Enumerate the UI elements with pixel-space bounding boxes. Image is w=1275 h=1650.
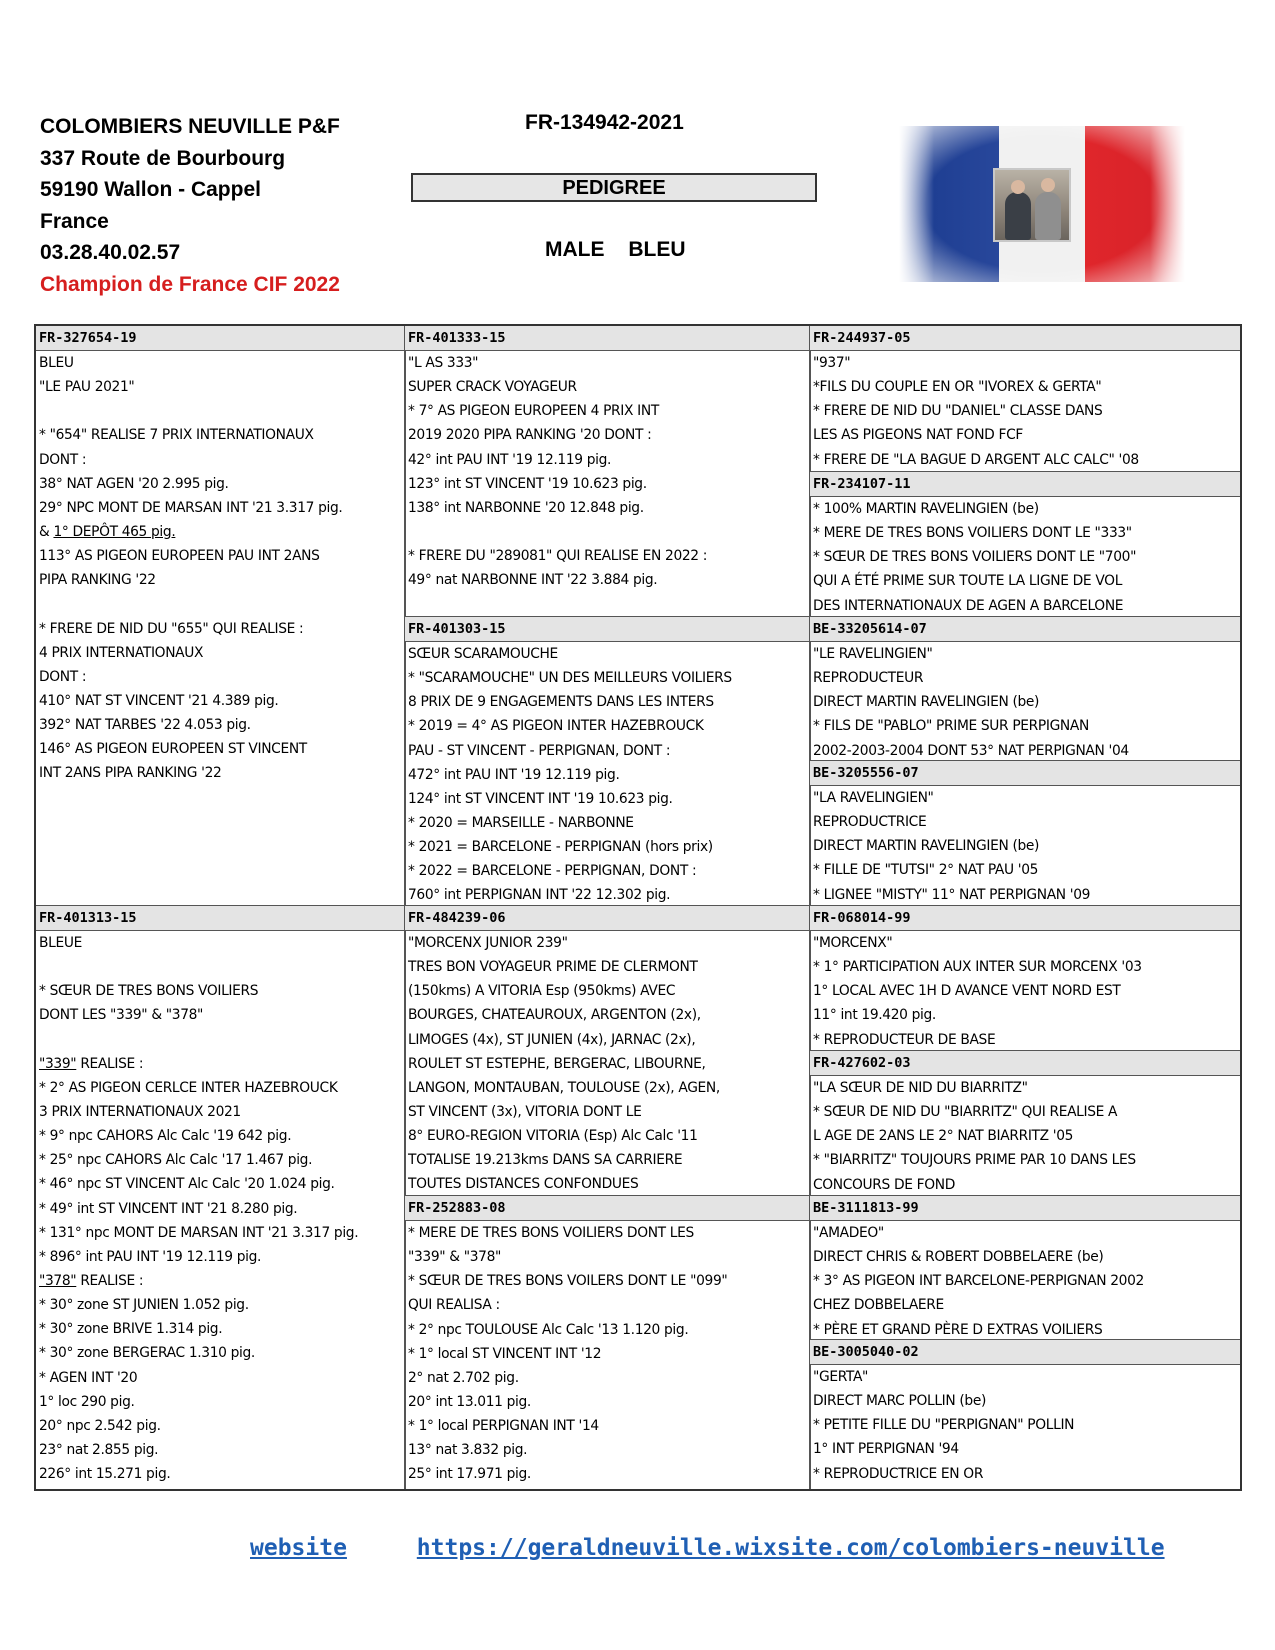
breeder-address [40,111,340,300]
pedigree-line [36,1028,404,1052]
pedigree-line: * 30° zone BRIVE 1.314 pig. [39,1321,223,1338]
pedigree-line: 4 PRIX INTERNATIONAUX [39,644,204,661]
pedigree-line: 20° npc 2.542 pig. [39,1417,161,1434]
pedigree-line: 226° int 15.271 pig. [39,1466,171,1483]
pedigree-line: TOTALISE 19.213kms DANS SA CARRIERE [408,1152,683,1169]
pedigree-line: "LA RAVELINGIEN" [813,790,934,806]
pedigree-line: 38° NAT AGEN '20 2.995 pig. [39,475,229,492]
pedigree-line: *FILS DU COUPLE EN OR "IVOREX & GERTA" [813,379,1102,396]
pedigree-line: BLEUE [39,935,82,951]
pedigree-line: * 2019 = 4° AS PIGEON INTER HAZEBROUCK [408,718,704,735]
pedigree-line: CONCOURS DE FOND [813,1176,956,1193]
ring-number: FR-401333-15 [405,326,809,351]
pedigree-line: 29° NPC MONT DE MARSAN INT '21 3.317 pig. [39,499,343,516]
pedigree-line: 20° int 13.011 pig. [408,1393,531,1410]
pedigree-line: * 896° int PAU INT '19 12.119 pig. [39,1248,262,1265]
pedigree-line: * 2021 = BARCELONE - PERPIGNAN (hors prix) [408,839,713,856]
pedigree-title: PEDIGREE [411,173,817,202]
pedigree-line: * 46° npc ST VINCENT Alc Calc '20 1.024 pig. [39,1176,335,1193]
pedigree-line: * SŒUR DE TRES BONS VOILIERS [39,983,259,1000]
pedigree-line: * 1° local ST VINCENT INT '12 [408,1345,602,1362]
ring-number: BE-3205556-07 [810,761,1242,786]
dam-dam-sire-cell [810,1196,1242,1339]
pedigree-line: * 3° AS PIGEON INT BARCELONE-PERPIGNAN 2002 [813,1273,1144,1290]
pedigree-line: REPRODUCTRICE [813,814,927,831]
pedigree-line: DONT : [39,451,87,468]
pedigree-line: SŒUR SCARAMOUCHE [408,646,558,662]
pedigree-line: * PÈRE ET GRAND PÈRE D EXTRAS VOILIERS [813,1321,1103,1338]
pedigree-line: 13° nat 3.832 pig. [408,1442,528,1459]
pedigree-line: * 25° npc CAHORS Alc Calc '17 1.467 pig. [39,1152,313,1169]
pedigree-line: ROULET ST ESTEPHE, BERGERAC, LIBOURNE, [408,1055,706,1072]
pedigree-line: * 9° npc CAHORS Alc Calc '19 642 pig. [39,1128,292,1145]
pedigree-line: * SŒUR DE TRES BONS VOILIERS DONT LE "700" [813,549,1137,566]
pedigree-line: * 7° AS PIGEON EUROPEEN 4 PRIX INT [408,403,659,420]
pedigree-line: * 2022 = BARCELONE - PERPIGNAN, DONT : [408,863,697,880]
pedigree-line: 123° int ST VINCENT '19 10.623 pig. [408,475,647,492]
pedigree-line: DONT LES "339" & "378" [39,1007,204,1024]
pedigree-line: "L AS 333" [408,355,479,371]
breeder-name: COLOMBIERS NEUVILLE P&F [40,115,340,138]
ring-number: BE-3005040-02 [810,1340,1242,1365]
pedigree-line: 1° loc 290 pig. [39,1393,135,1410]
pedigree-line: 2° nat 2.702 pig. [408,1369,519,1386]
pedigree-line: L AGE DE 2ANS LE 2° NAT BIARRITZ '05 [813,1128,1074,1145]
dam-sire-dam-cell [810,1051,1242,1195]
pedigree-line: 42° int PAU INT '19 12.119 pig. [408,451,612,468]
pedigree-line: 146° AS PIGEON EUROPEEN ST VINCENT [39,741,307,758]
dam-dam-dam-cell [810,1340,1242,1491]
french-flag-photo [893,118,1191,290]
pedigree-line: * 1° PARTICIPATION AUX INTER SUR MORCENX '03 [813,959,1142,976]
pedigree-line: * REPRODUCTRICE EN OR [813,1465,984,1482]
pedigree-line: LANGON, MONTAUBAN, TOULOUSE (2x), AGEN, [408,1079,720,1096]
ring-number: FR-401313-15 [36,906,404,931]
pedigree-line: * FRERE DE "LA BAGUE D ARGENT ALC CALC" '08 [813,451,1139,468]
pedigree-line: * FILS DE "PABLO" PRIME SUR PERPIGNAN [813,718,1089,735]
pedigree-line: 124° int ST VINCENT INT '19 10.623 pig. [408,790,673,807]
person-left-head [1011,180,1025,194]
sire-dam-sire-cell [810,617,1242,760]
pedigree-line: "MORCENX" [813,935,893,951]
ring-number: FR-234107-11 [810,472,1242,497]
ring-number: BE-3111813-99 [810,1196,1242,1221]
pedigree-line: * MERE DE TRES BONS VOILIERS DONT LE "333" [813,525,1132,542]
ring-number: FR-244937-05 [810,326,1242,351]
person-right [1035,192,1061,240]
ring-number: FR-401303-15 [405,617,809,642]
sire-cell [36,326,404,905]
pedigree-line: * SŒUR DE NID DU "BIARRITZ" QUI REALISE A [813,1104,1118,1121]
pedigree-line: PIPA RANKING '22 [39,572,156,589]
pedigree-line: "LE RAVELINGIEN" [813,646,933,662]
pedigree-line: DONT : [39,668,87,685]
pigeon-sex-color: MALE BLEU [545,238,686,261]
pedigree-line: DIRECT MARTIN RAVELINGIEN (be) [813,694,1040,711]
pedigree-line: "AMADEO" [813,1225,884,1241]
pedigree-line: 2019 2020 PIPA RANKING '20 DONT : [408,427,652,444]
website-link[interactable]: https://geraldneuville.wixsite.com/colombiers-neuville [416,1535,1165,1561]
pigeon-ring: FR-134942-2021 [525,111,684,134]
pedigree-line [36,955,404,979]
sire-sire-sire-cell [810,326,1242,471]
pedigree-line: DIRECT MARTIN RAVELINGIEN (be) [813,838,1040,855]
pedigree-line: 760° int PERPIGNAN INT '22 12.302 pig. [408,887,671,904]
pedigree-line: "GERTA" [813,1369,869,1385]
pedigree-line: * 2° npc TOULOUSE Alc Calc '13 1.120 pig. [408,1321,689,1338]
pedigree-line: * LIGNEE "MISTY" 11° NAT PERPIGNAN '09 [813,886,1091,903]
sire-dam-dam-cell [810,761,1242,905]
pedigree-line: 49° nat NARBONNE INT '22 3.884 pig. [408,572,658,589]
pedigree-line: * 100% MARTIN RAVELINGIEN (be) [813,501,1039,517]
breeder-phone: 03.28.40.02.57 [40,241,181,264]
pedigree-line: 8 PRIX DE 9 ENGAGEMENTS DANS LES INTERS [408,694,714,711]
sire-sire-dam-cell [810,472,1242,616]
pedigree-line: 1° INT PERPIGNAN '94 [813,1441,959,1458]
pedigree-line: "LE PAU 2021" [39,379,135,396]
pedigree-line: * SŒUR DE TRES BONS VOILERS DONT LE "099" [408,1273,728,1290]
pedigree-line: * AGEN INT '20 [39,1369,138,1386]
pedigree-line: TRES BON VOYAGEUR PRIME DE CLERMONT [408,959,698,976]
pedigree-line: SUPER CRACK VOYAGEUR [408,379,577,396]
ring-number: FR-484239-06 [405,906,809,931]
pedigree-line [36,399,404,423]
pedigree-line: 2002-2003-2004 DONT 53° NAT PERPIGNAN '04 [813,742,1129,759]
pedigree-line: 23° nat 2.855 pig. [39,1441,159,1458]
pedigree-line: * PETITE FILLE DU "PERPIGNAN" POLLIN [813,1417,1075,1434]
pedigree-line: 1° LOCAL AVEC 1H D AVANCE VENT NORD EST [813,983,1121,1000]
pedigree-line: "937" [813,355,851,371]
pedigree-line: 11° int 19.420 pig. [813,1007,936,1024]
pedigree-line: * 30° zone BERGERAC 1.310 pig. [39,1345,255,1362]
pedigree-line: (150kms) A VITORIA Esp (950kms) AVEC [408,983,676,1000]
pedigree-line: * FRERE DE NID DU "DANIEL" CLASSE DANS [813,403,1103,420]
pedigree-line: * FRERE DU "289081" QUI REALISE EN 2022 : [408,548,708,565]
sire-dam-cell [405,617,809,905]
pedigree-line: 3 PRIX INTERNATIONAUX 2021 [39,1103,241,1120]
pedigree-line: * FRERE DE NID DU "655" QUI REALISE : [39,620,304,637]
ring-number: FR-068014-99 [810,906,1242,931]
website-label[interactable]: website [250,1535,347,1561]
pedigree-line: * 1° local PERPIGNAN INT '14 [408,1418,599,1435]
pedigree-line: * 131° npc MONT DE MARSAN INT '21 3.317 pig. [39,1224,359,1241]
person-right-head [1041,178,1055,192]
pedigree-line: * 49° int ST VINCENT INT '21 8.280 pig. [39,1200,298,1217]
pedigree-line: BOURGES, CHATEAUROUX, ARGENTON (2x), [408,1007,701,1024]
pedigree-line: "339" REALISE : [39,1055,144,1072]
ring-number: BE-33205614-07 [810,617,1242,642]
pedigree-line: DES INTERNATIONAUX DE AGEN A BARCELONE [813,597,1124,614]
pedigree-line: BLEU [39,355,74,371]
pedigree-line [36,592,404,616]
footer [250,1535,1165,1561]
pedigree-line: INT 2ANS PIPA RANKING '22 [39,765,222,782]
pedigree-line: TOUTES DISTANCES CONFONDUES [408,1176,639,1193]
pedigree-line: * FILLE DE "TUTSI" 2° NAT PAU '05 [813,862,1039,879]
dam-cell [36,906,404,1491]
ring-number: FR-427602-03 [810,1051,1242,1076]
pedigree-line [405,520,809,544]
pedigree-line: "378" REALISE : [39,1272,144,1289]
pedigree-table [34,324,1242,1491]
pedigree-line: 113° AS PIGEON EUROPEEN PAU INT 2ANS [39,548,320,565]
pedigree-line: 392° NAT TARBES '22 4.053 pig. [39,717,251,734]
pedigree-line: PAU - ST VINCENT - PERPIGNAN, DONT : [408,742,671,759]
breeder-street: 337 Route de Bourbourg [40,146,286,170]
breeder-country: France [40,209,109,233]
pedigree-line: * REPRODUCTEUR DE BASE [813,1031,996,1048]
pedigree-line: 410° NAT ST VINCENT '21 4.389 pig. [39,692,279,709]
pedigree-line: & 1° DEPÔT 465 pig. [39,523,176,540]
pedigree-line: 25° int 17.971 pig. [408,1466,531,1483]
pedigree-line: "MORCENX JUNIOR 239" [408,935,568,951]
pedigree-line: QUI A ÉTÉ PRIME SUR TOUTE LA LIGNE DE VOL [813,573,1123,590]
sire-sire-cell [405,326,809,616]
breeder-award: Champion de France CIF 2022 [40,272,340,296]
ring-number: FR-327654-19 [36,326,404,351]
pedigree-line: DIRECT MARC POLLIN (be) [813,1393,986,1410]
dam-dam-cell [405,1196,809,1491]
pedigree-line: * MERE DE TRES BONS VOILIERS DONT LES [408,1225,694,1241]
pedigree-line: ST VINCENT (3x), VITORIA DONT LE [408,1103,642,1120]
pedigree-line: 472° int PAU INT '19 12.119 pig. [408,766,620,783]
ring-number: FR-252883-08 [405,1196,809,1221]
breeder-city: 59190 Wallon - Cappel [40,178,261,201]
pedigree-line: QUI REALISA : [408,1297,500,1314]
pedigree-line: 8° EURO-REGION VITORIA (Esp) Alc Calc '11 [408,1128,698,1145]
pedigree-line: * 30° zone ST JUNIEN 1.052 pig. [39,1297,249,1314]
pedigree-line: REPRODUCTEUR [813,670,924,687]
person-left [1005,192,1031,240]
pedigree-line: LES AS PIGEONS NAT FOND FCF [813,427,1023,444]
pedigree-line: LIMOGES (4x), ST JUNIEN (4x), JARNAC (2x), [408,1031,696,1048]
pedigree-line: "339" & "378" [408,1249,502,1266]
pedigree-line: * "SCARAMOUCHE" UN DES MEILLEURS VOILIERS [408,670,732,687]
pedigree-line: * 2° AS PIGEON CERLCE INTER HAZEBROUCK [39,1079,338,1096]
pedigree-line: * "654" REALISE 7 PRIX INTERNATIONAUX [39,427,314,444]
pedigree-line: * "BIARRITZ" TOUJOURS PRIME PAR 10 DANS LES [813,1152,1136,1169]
dam-sire-sire-cell [810,906,1242,1050]
pedigree-line: DIRECT CHRIS & ROBERT DOBBELAERE (be) [813,1249,1104,1266]
breeders-photo [993,168,1071,242]
pedigree-line: * 2020 = MARSEILLE - NARBONNE [408,814,634,831]
pedigree-line: CHEZ DOBBELAERE [813,1297,944,1314]
pedigree-line: 138° int NARBONNE '20 12.848 pig. [408,499,644,516]
dam-sire-cell [405,906,809,1195]
pedigree-line: "LA SŒUR DE NID DU BIARRITZ" [813,1080,1028,1096]
